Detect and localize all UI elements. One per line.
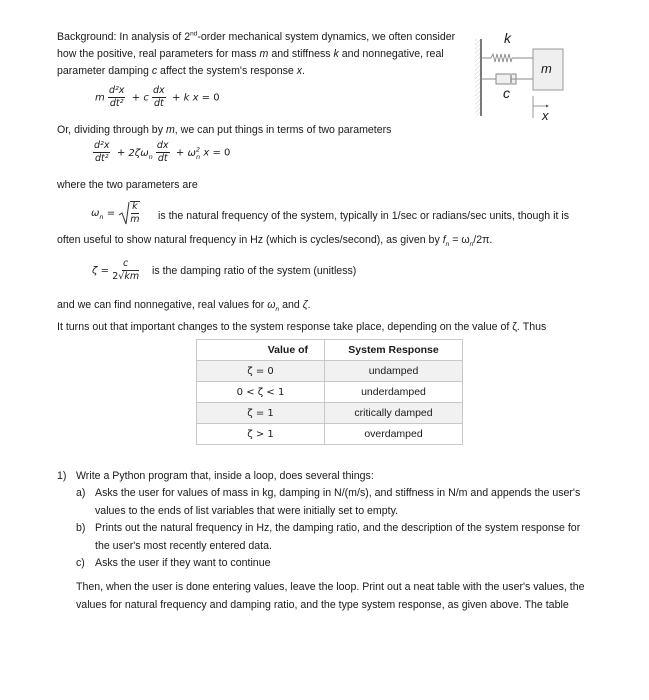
radical-icon (118, 201, 130, 225)
nonnegative-text (57, 297, 311, 314)
numerator: dx (156, 140, 169, 151)
fraction-k-m (130, 201, 139, 225)
zeta: ζ (302, 299, 308, 311)
numerator: k (132, 201, 138, 212)
cell-response: overdamped (325, 424, 463, 445)
text: , we can put things in terms of two parameters (174, 124, 392, 136)
sub-item-label: a) (76, 487, 86, 499)
task-list (57, 468, 585, 614)
var-k: k (333, 48, 339, 60)
equals: = (212, 147, 221, 159)
term-kx: k x (183, 92, 199, 104)
omega: ω (91, 208, 100, 219)
text: . (302, 65, 305, 77)
text: /2π. (473, 234, 493, 246)
equals: = (106, 208, 116, 219)
coef-2-zeta-omega: 2ζω (128, 147, 149, 159)
sub-item-label: b) (76, 522, 86, 534)
cell-value: 0 < ζ < 1 (197, 382, 325, 403)
header-value-of: Value of (197, 340, 325, 361)
plus: + (116, 147, 126, 159)
cell-response: undamped (325, 361, 463, 382)
task-item-1 (57, 468, 374, 485)
mass-label: m (541, 61, 552, 76)
background-paragraph-line-3 (57, 63, 305, 80)
response-table (196, 339, 463, 445)
sub-item-text: Prints out the natural frequency in Hz, the damping ratio, and the description of the system response for (95, 522, 581, 534)
cell-value: ζ = 0 (197, 361, 325, 382)
numerator: d²x (108, 85, 125, 96)
omega: ω (267, 299, 276, 311)
var-c: c (151, 65, 158, 77)
turns-out-text: It turns out that important changes to the system response take place, depending on the value of ζ. Thus (57, 321, 547, 333)
fraction-c-2sqrtkm (112, 259, 139, 282)
table-row (197, 361, 463, 382)
subscript: n (469, 241, 474, 249)
then-text: values for natural frequency and damping ratio, and the type system response, as given above. The table (76, 598, 569, 611)
radicand: km (124, 271, 140, 282)
text: and stiffness (268, 48, 334, 60)
superscript: nd (190, 30, 198, 38)
sub-item-label: c) (76, 557, 85, 569)
header-system-response: System Response (325, 340, 463, 361)
sub-item-text: the user's most recently entered data. (95, 539, 272, 552)
var-x: x (203, 147, 210, 159)
text: often useful to show natural frequency in Hz (which is cycles/second), as given by (57, 234, 443, 246)
cell-value: ζ > 1 (197, 424, 325, 445)
cell-response: critically damped (325, 403, 463, 424)
sqrt-k-over-m (118, 201, 139, 225)
subscript: n (99, 213, 104, 221)
table-row (197, 424, 463, 445)
omega: ω (187, 147, 196, 159)
zeta-description: is the damping ratio of the system (unitless) (152, 265, 357, 277)
denominator: dt (153, 98, 164, 109)
then-text: Then, when the user is done entering values, leave the loop. Print out a neat table with the user's values, the (76, 581, 585, 593)
fraction-d2x-dt2 (93, 141, 110, 164)
omega-definition (91, 201, 140, 225)
var-f: f (442, 234, 446, 246)
text: how the positive, real parameters for mass (57, 48, 260, 60)
denominator: dt² (94, 153, 109, 164)
damper-icon (481, 74, 533, 84)
wall-hatching (475, 39, 481, 116)
two: 2 (112, 271, 119, 282)
var-x: x (296, 65, 303, 77)
task-intro: Write a Python program that, inside a loop, does several things: (76, 470, 374, 482)
dividing-text (57, 122, 391, 139)
cell-value: ζ = 1 (197, 403, 325, 424)
mass-spring-damper-diagram (462, 28, 592, 128)
text: Background: In analysis of 2 (57, 31, 191, 43)
list-number: 1) (57, 470, 67, 482)
background-paragraph-line-1 (57, 29, 455, 46)
normalized-equation (93, 141, 230, 164)
numerator: dx (153, 85, 165, 96)
diagram-graphic (462, 28, 592, 128)
table-row (197, 382, 463, 403)
plus: + (131, 92, 141, 104)
equation-of-motion (95, 86, 220, 109)
fraction-d2x-dt2 (108, 86, 125, 109)
var-m: m (259, 48, 269, 60)
damper-label: c (503, 85, 510, 101)
fraction-dx-dt (152, 86, 166, 109)
sub-item-text: Asks the user for values of mass in kg, damping in N/(m/s), and stiffness in N/m and appends the user's (95, 487, 581, 499)
text: parameter damping (57, 65, 152, 77)
text: and we can find nonnegative, real values for (57, 299, 268, 311)
spring-label: k (504, 30, 511, 46)
text: affect the system's response (157, 65, 297, 77)
text: and (279, 299, 303, 311)
numerator: d²x (94, 140, 110, 151)
denominator: m (130, 214, 140, 225)
numerator: c (123, 258, 129, 269)
denominator: dt (157, 153, 168, 164)
zeta-definition (92, 259, 139, 282)
var-c: c (143, 92, 149, 104)
hz-text (57, 232, 492, 249)
omega-description: is the natural frequency of the system, typically in 1/sec or radians/sec units, though it is (158, 210, 570, 222)
spring-icon (481, 54, 533, 62)
where-text: where the two parameters are (57, 179, 198, 191)
sub-item-text: Asks the user if they want to continue (95, 557, 271, 569)
table-header-row (197, 340, 463, 361)
subscript: n (445, 241, 450, 249)
fraction-dx-dt (156, 141, 170, 164)
text: = ω (449, 234, 470, 246)
denominator: 2√km (112, 271, 140, 282)
equals: = (201, 92, 211, 104)
displacement-label: x (542, 108, 549, 123)
plus: + (175, 147, 185, 159)
zero: 0 (213, 92, 220, 104)
text: and nonnegative, real (338, 48, 444, 60)
zeta: ζ (92, 265, 98, 277)
plus: + (172, 92, 181, 104)
subscript: n (148, 152, 153, 161)
background-paragraph-line-2 (57, 46, 444, 63)
sub-item-text: values to the ends of list variables that were initially set to empty. (95, 504, 399, 517)
superscript: 2 (195, 145, 201, 154)
table-row (197, 403, 463, 424)
subscript: n (275, 306, 280, 314)
subscript: n (196, 152, 201, 161)
denominator: dt² (109, 98, 124, 109)
text: -order mechanical system dynamics, we often consider (197, 31, 456, 43)
var-m: m (95, 92, 105, 104)
text: Or, dividing through by (57, 124, 166, 136)
equals: = (100, 265, 110, 277)
var-m: m (165, 124, 175, 136)
cell-response: underdamped (325, 382, 463, 403)
text: . (307, 299, 311, 311)
zero: 0 (224, 147, 231, 159)
